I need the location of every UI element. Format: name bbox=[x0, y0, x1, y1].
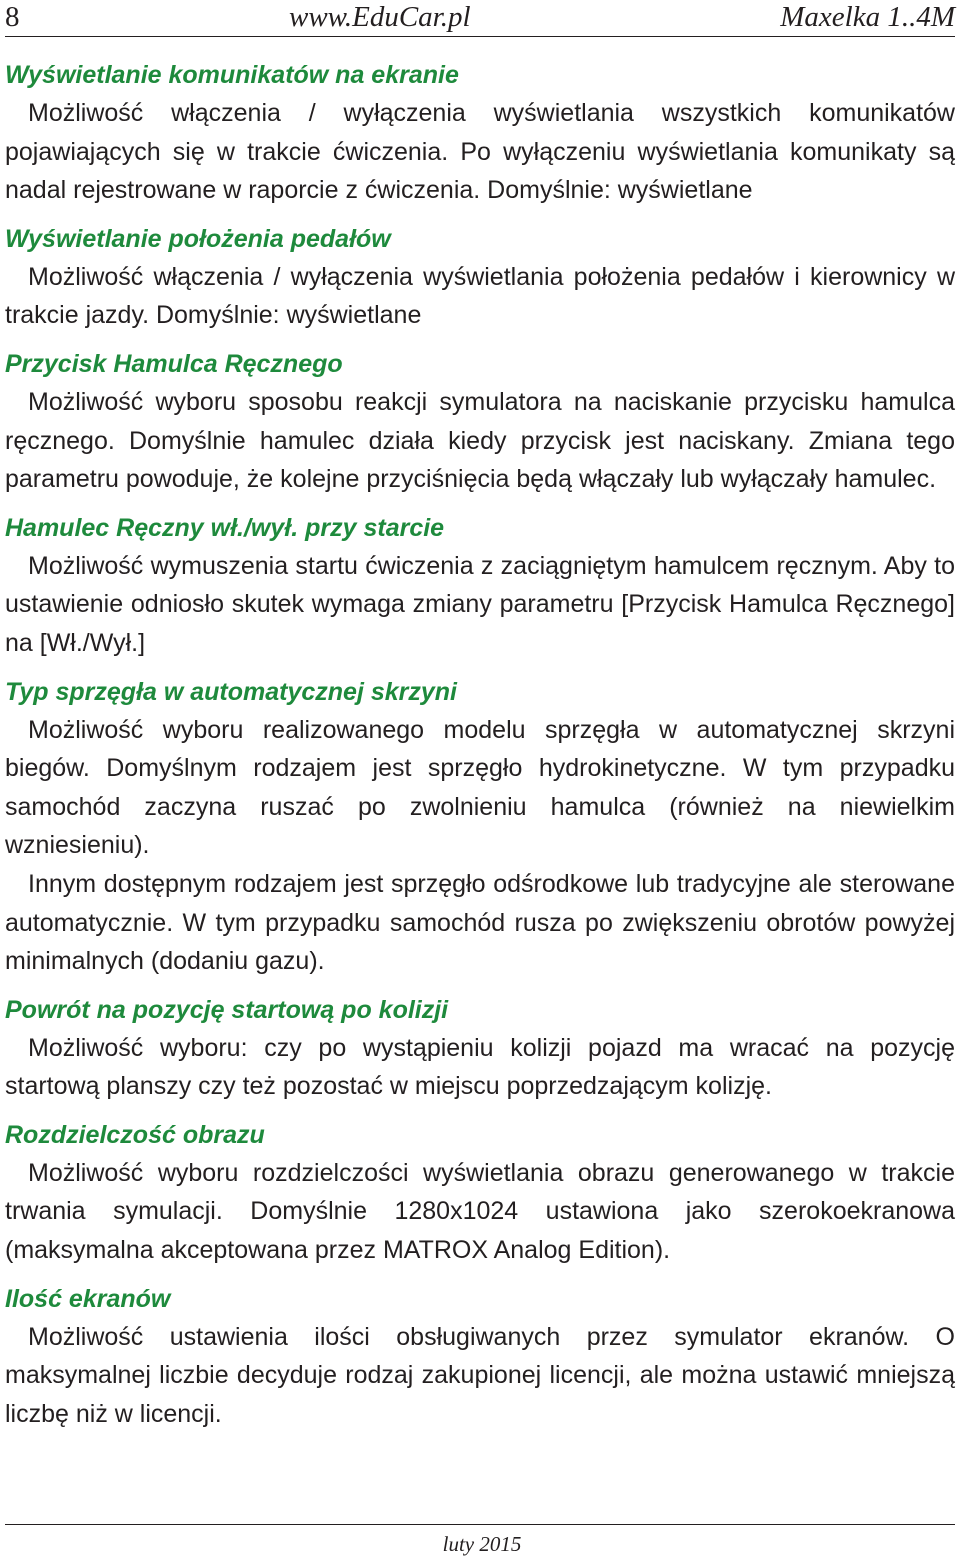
section-pedaly bbox=[5, 220, 955, 335]
product-name: Maxelka 1..4M bbox=[780, 1, 955, 33]
section-paragraph: Możliwość włączenia / wyłączenia wyświetlania położenia pedałów i kierownicy w trakcie jazdy. Domyślnie: wyświetlane bbox=[5, 262, 955, 330]
section-powrot-po-kolizji bbox=[5, 991, 955, 1106]
section-hamulec-start bbox=[5, 509, 955, 663]
section-paragraph: Możliwość ustawienia ilości obsługiwanych przez symulator ekranów. O maksymalnej liczbie decyduje rodzaj zakupionej licencji, ale można ustawić mniejszą liczbę niż w licencji. bbox=[5, 1322, 955, 1428]
section-paragraph: Możliwość włączenia / wyłączenia wyświetlania wszystkich komunikatów pojawiających się w trakcie ćwiczenia. Po wyłączeniu wyświetlania komunikaty są nadal rejestrowane w raporcie z ćwiczenia. Domyślnie: wyświetlane bbox=[5, 99, 955, 205]
section-heading: Typ sprzęgła w automatycznej skrzyni bbox=[5, 677, 457, 706]
footer-date: luty 2015 bbox=[442, 1532, 522, 1556]
page-number: 8 bbox=[5, 1, 20, 33]
site-url: www.EduCar.pl bbox=[289, 1, 471, 33]
section-komunikaty bbox=[5, 56, 955, 210]
page-header bbox=[5, 0, 955, 37]
document-body bbox=[5, 56, 955, 1443]
section-paragraph: Innym dostępnym rodzajem jest sprzęgło odśrodkowe lub tradycyjne ale sterowane automatycznie. W tym przypadku samochód rusza po zwiększeniu obrotów powyżej minimalnych (dodaniu gazu). bbox=[5, 869, 955, 976]
section-heading: Ilość ekranów bbox=[5, 1284, 171, 1313]
section-paragraph: Możliwość wymuszenia startu ćwiczenia z zaciągniętym hamulcem ręcznym. Aby to ustawienie odniosło skutek wymaga zmiany parametru [Przycisk Hamulca Ręcznego] na [Wł./Wył.] bbox=[5, 551, 955, 657]
section-paragraph: Możliwość wyboru realizowanego modelu sprzęgła w automatycznej skrzyni biegów. Domyślnym rodzajem jest sprzęgło hydrokinetyczne. W tym przypadku samochód zaczyna ruszać po zwolnieniu hamulca (również na niewielkim wzniesieniu). bbox=[5, 715, 955, 860]
section-sprzeglo bbox=[5, 673, 955, 981]
section-heading: Rozdzielczość obrazu bbox=[5, 1120, 265, 1149]
section-heading: Hamulec Ręczny wł./wył. przy starcie bbox=[5, 513, 445, 542]
section-heading: Wyświetlanie komunikatów na ekranie bbox=[5, 61, 459, 89]
section-ilosc-ekranow bbox=[5, 1280, 955, 1434]
section-przycisk-hamulca bbox=[5, 345, 955, 499]
section-heading: Wyświetlanie położenia pedałów bbox=[5, 224, 391, 253]
section-rozdzielczosc bbox=[5, 1116, 955, 1270]
section-heading: Powrót na pozycję startową po kolizji bbox=[5, 995, 449, 1024]
section-paragraph: Możliwość wyboru: czy po wystąpieniu kolizji pojazd ma wracać na pozycję startową planszy czy też pozostać w miejscu poprzedzającym kolizję. bbox=[5, 1033, 955, 1101]
section-paragraph: Możliwość wyboru rozdzielczości wyświetlania obrazu generowanego w trakcie trwania symulacji. Domyślnie 1280x1024 ustawiona jako szerokoekranowa (maksymalna akceptowana przez MATROX Analog Edition). bbox=[5, 1158, 955, 1265]
section-heading: Przycisk Hamulca Ręcznego bbox=[5, 349, 343, 378]
section-paragraph: Możliwość wyboru sposobu reakcji symulatora na naciskanie przycisku hamulca ręcznego. Domyślnie hamulec działa kiedy przycisk jest naciskany. Zmiana tego parametru powoduje, że kolejne przyciśnięcia będą włączały lub wyłączały hamulec. bbox=[5, 387, 955, 494]
footer-divider bbox=[5, 1524, 955, 1525]
